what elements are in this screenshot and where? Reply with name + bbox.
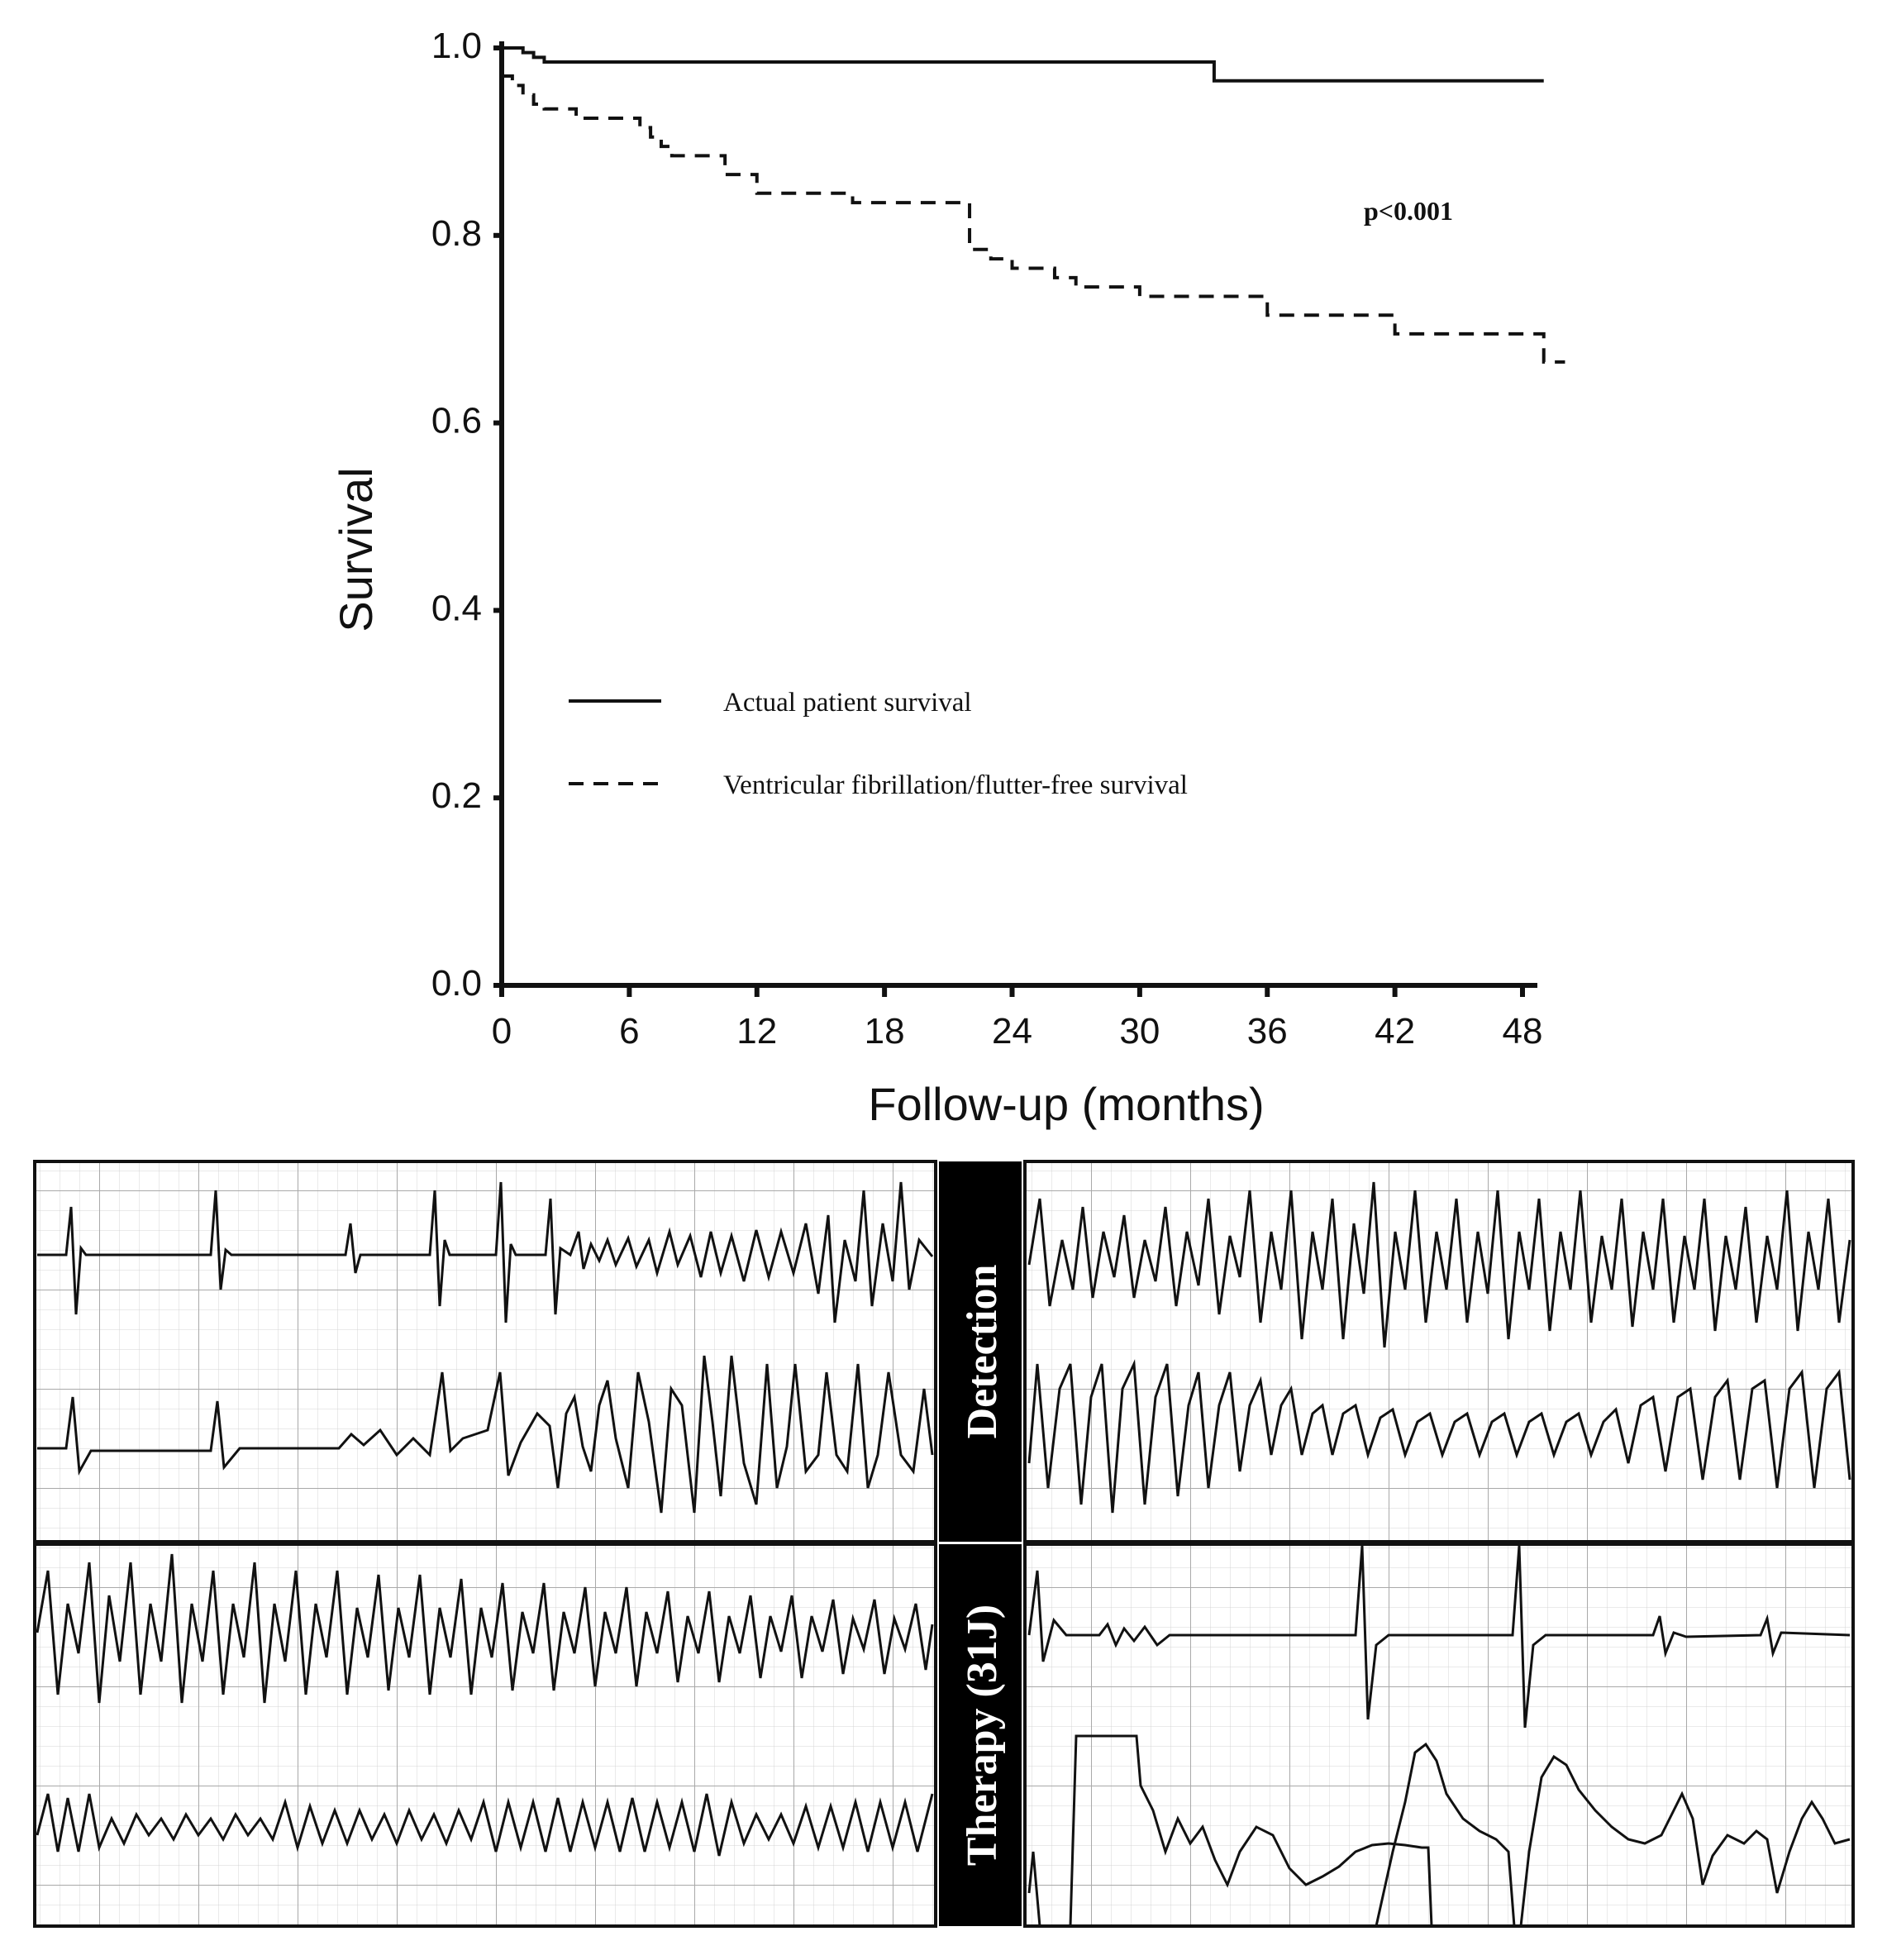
x-tick-label: 42	[1375, 1011, 1416, 1052]
y-axis-title: Survival	[330, 467, 382, 632]
y-tick-label: 0.0	[431, 963, 482, 1004]
x-tick-label: 6	[619, 1011, 640, 1052]
x-tick-label: 24	[992, 1011, 1032, 1052]
ecg-frame-bottom-right	[1025, 1544, 1853, 1926]
ecg-frame-top-right	[1025, 1161, 1853, 1542]
legend	[569, 688, 1188, 800]
p-value-annotation: p<0.001	[1364, 196, 1454, 226]
legend-label-actual-survival: Actual patient survival	[723, 688, 972, 718]
x-tick-label: 36	[1246, 1011, 1288, 1052]
detection-label: Detection	[959, 1264, 1006, 1439]
series-line-actual-survival	[502, 48, 1544, 81]
ecg-frame-top-left	[35, 1161, 936, 1542]
x-ticks	[492, 985, 1543, 1052]
y-tick-label: 0.4	[431, 588, 482, 629]
x-tick-label: 0	[491, 1011, 512, 1052]
y-tick-label: 0.8	[431, 212, 482, 254]
x-tick-label: 30	[1119, 1011, 1160, 1052]
y-tick-label: 0.2	[431, 775, 482, 817]
y-ticks	[431, 26, 502, 1004]
x-axis-title: Follow-up (months)	[868, 1078, 1265, 1130]
y-tick-label: 1.0	[431, 26, 482, 66]
x-tick-label: 48	[1502, 1011, 1543, 1052]
x-tick-label: 18	[864, 1011, 905, 1052]
x-tick-label: 12	[736, 1011, 778, 1052]
ecg-frame-bottom-left	[35, 1544, 936, 1926]
km-chart	[330, 26, 1565, 1130]
therapy-label: Therapy (31J)	[959, 1604, 1006, 1867]
legend-label-vf-free-survival: Ventricular fibrillation/flutter-free survival	[723, 770, 1188, 800]
ecg-panel	[35, 1161, 1853, 1926]
y-tick-label: 0.6	[431, 400, 482, 441]
